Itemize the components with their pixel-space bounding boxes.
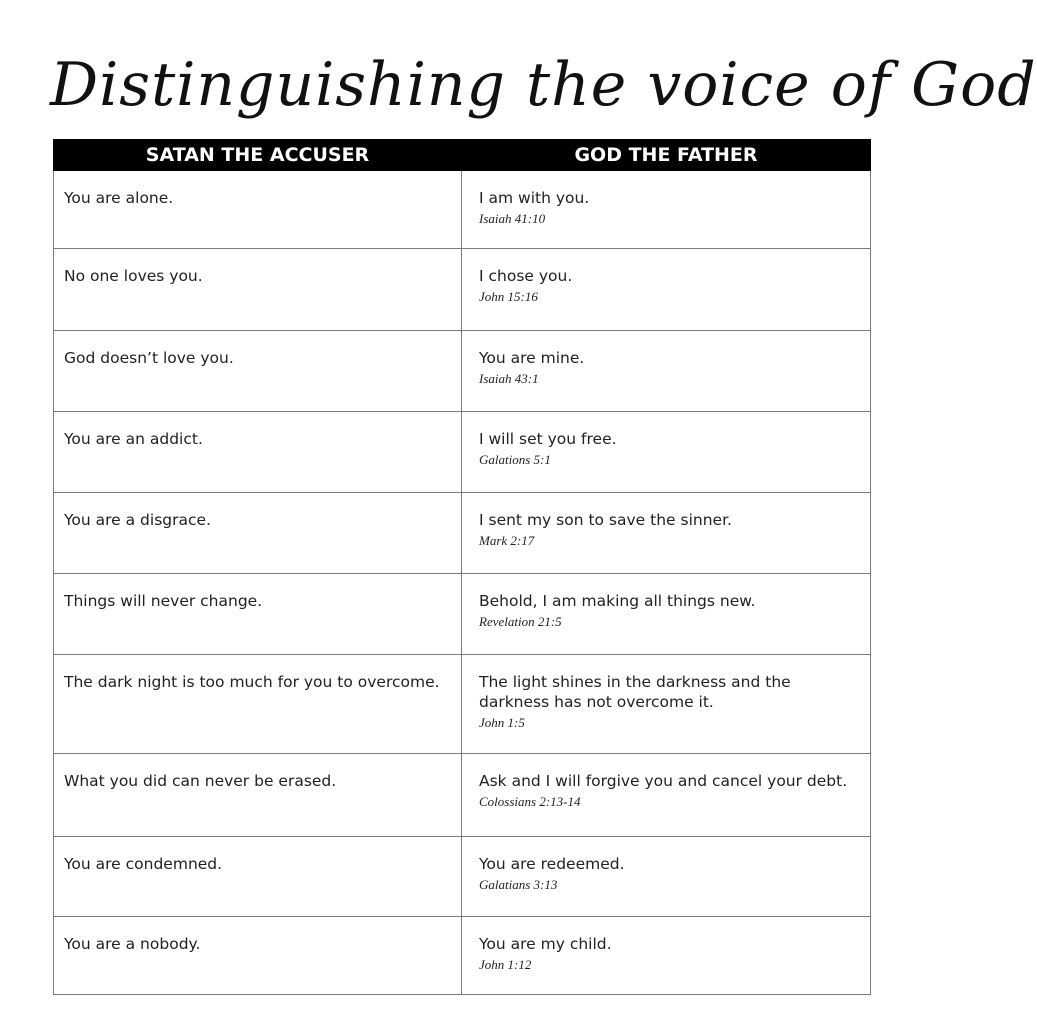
father-response bbox=[462, 331, 871, 412]
table-header-row bbox=[54, 140, 871, 171]
accuser-statement: You are alone. bbox=[54, 171, 462, 249]
father-response bbox=[462, 249, 871, 331]
comparison-table bbox=[53, 139, 871, 995]
father-statement: You are redeemed. bbox=[479, 855, 625, 873]
father-response bbox=[462, 754, 871, 837]
father-response bbox=[462, 655, 871, 754]
table-row bbox=[54, 493, 871, 574]
scripture-reference: John 1:12 bbox=[479, 957, 532, 972]
accuser-statement: No one loves you. bbox=[54, 249, 462, 331]
table-row bbox=[54, 412, 871, 493]
table-row bbox=[54, 917, 871, 995]
accuser-statement: You are a disgrace. bbox=[54, 493, 462, 574]
father-response bbox=[462, 837, 871, 917]
father-response bbox=[462, 493, 871, 574]
table-row bbox=[54, 331, 871, 412]
accuser-statement: You are a nobody. bbox=[54, 917, 462, 995]
table-row bbox=[54, 171, 871, 249]
father-response bbox=[462, 917, 871, 995]
table-row bbox=[54, 574, 871, 655]
scripture-reference: Isaiah 43:1 bbox=[479, 371, 539, 386]
father-statement: I sent my son to save the sinner. bbox=[479, 511, 732, 529]
father-statement: You are mine. bbox=[479, 349, 585, 367]
accuser-statement: God doesn’t love you. bbox=[54, 331, 462, 412]
father-response bbox=[462, 171, 871, 249]
father-statement: The light shines in the darkness and the darkness has not overcome it. bbox=[479, 673, 791, 711]
accuser-statement: You are an addict. bbox=[54, 412, 462, 493]
scripture-reference: Colossians 2:13-14 bbox=[479, 794, 581, 809]
father-statement: Behold, I am making all things new. bbox=[479, 592, 756, 610]
accuser-statement: Things will never change. bbox=[54, 574, 462, 655]
page-title: Distinguishing the voice of God bbox=[50, 50, 1037, 120]
scripture-reference: John 15:16 bbox=[479, 289, 538, 304]
father-statement: You are my child. bbox=[479, 935, 612, 953]
scripture-reference: Galatians 3:13 bbox=[479, 877, 558, 892]
scripture-reference: Isaiah 41:10 bbox=[479, 211, 546, 226]
header-god-the-father: GOD THE FATHER bbox=[462, 140, 871, 171]
scripture-reference: Revelation 21:5 bbox=[479, 614, 562, 629]
father-statement: I will set you free. bbox=[479, 430, 617, 448]
father-response bbox=[462, 574, 871, 655]
accuser-statement: You are condemned. bbox=[54, 837, 462, 917]
accuser-statement: The dark night is too much for you to overcome. bbox=[54, 655, 462, 754]
father-statement: Ask and I will forgive you and cancel your debt. bbox=[479, 772, 848, 790]
table-row bbox=[54, 837, 871, 917]
scripture-reference: Galations 5:1 bbox=[479, 452, 551, 467]
table-row bbox=[54, 754, 871, 837]
father-response bbox=[462, 412, 871, 493]
table-row bbox=[54, 249, 871, 331]
father-statement: I am with you. bbox=[479, 189, 590, 207]
scripture-reference: John 1:5 bbox=[479, 715, 525, 730]
scripture-reference: Mark 2:17 bbox=[479, 533, 535, 548]
father-statement: I chose you. bbox=[479, 267, 573, 285]
accuser-statement: What you did can never be erased. bbox=[54, 754, 462, 837]
header-satan-the-accuser: SATAN THE ACCUSER bbox=[54, 140, 462, 171]
table-row bbox=[54, 655, 871, 754]
